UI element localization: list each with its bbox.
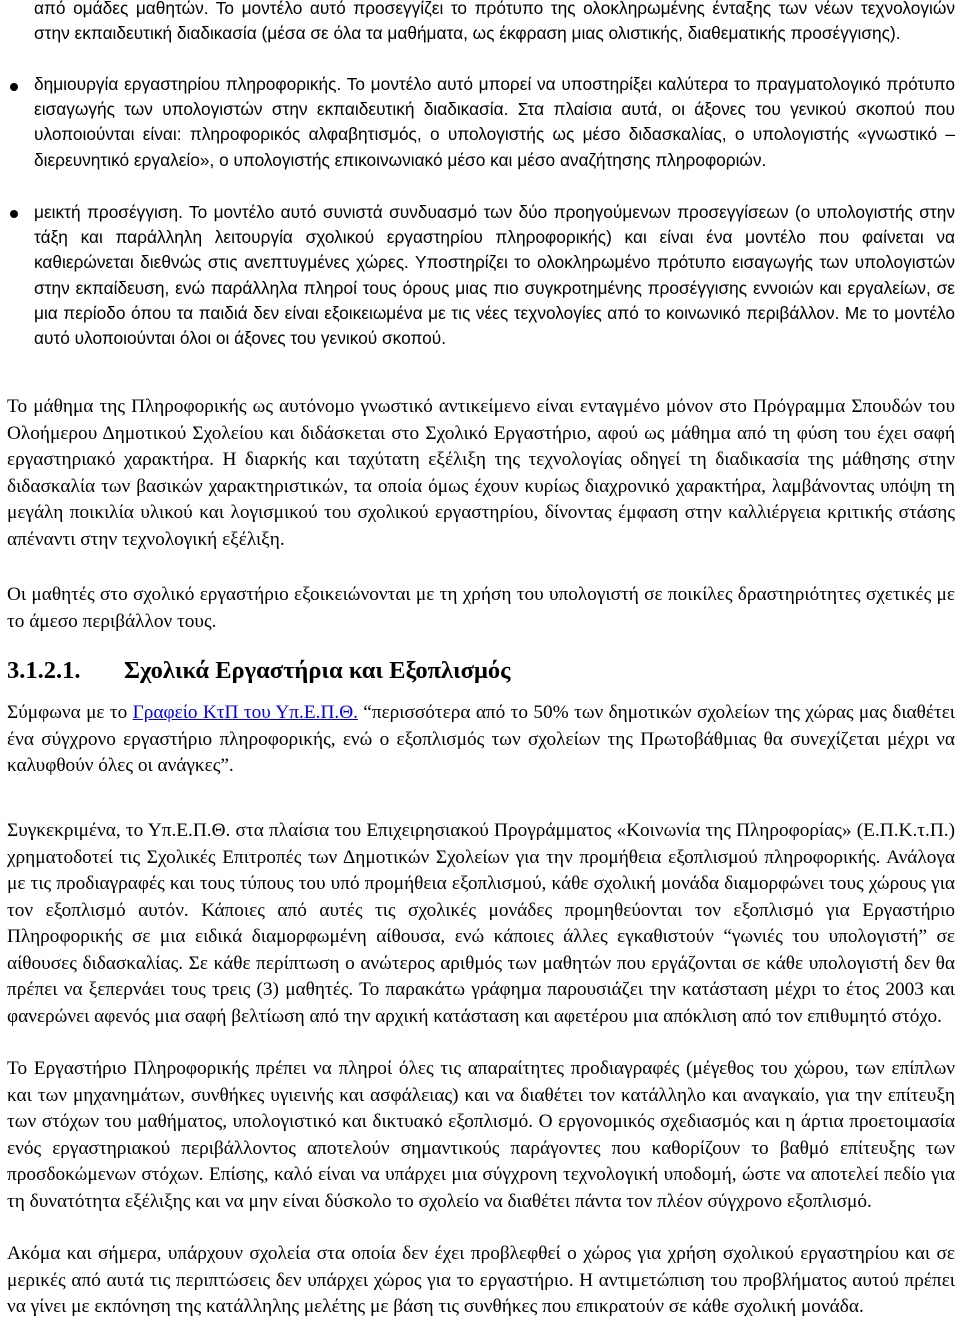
section-heading bbox=[7, 656, 510, 686]
section-number: 3.1.2.1. bbox=[7, 657, 81, 684]
bullet-icon bbox=[10, 210, 18, 218]
bullet-item-lab bbox=[34, 72, 955, 173]
paragraph-informatics-course: Το μάθημα της Πληροφορικής ως αυτόνομο γνωστικό αντικείμενο είναι ενταγμένο μόνον στο Πρόγραμμα Σπουδών του Ολοήμερου Δημοτικού Σχολείου και διδάσκεται στο Σχολικό Εργαστήριο, αφού ως μάθημα από τη φύση του έχει σαφή εργαστηριακό χαρακτήρα. Η διαρκής και ταχύτατη εξέλιξη της τεχνολογίας οδηγεί τη διαδικασία της μάθησης στην διδασκαλία των βασικών χαρακτηριστικών, τα οποία όμως έχουν κυρίως διαχρονικό χαρακτήρα, λαμβάνοντας υπόψη τη μεγάλη ποικιλία υλικού και λογισμικού του σχολικού εργαστηρίου, δίνοντας έμφαση στην καλλιέργεια κριτικής στάσης απέναντι στην τεχνολογική εξέλιξη. bbox=[7, 396, 955, 550]
bullet-text-lab: Το μοντέλο αυτό μπορεί να υποστηρίξει καλύτερα το πραγματολογικό πρότυπο εισαγωγής των υπολογιστών στην εκπαιδευτική διαδικασία. Στα πλαίσια αυτά, οι άξονες του γενικού σκοπού που υλοποιούνται είναι: πληροφορικός αλφαβητισμός, ο υπολογιστής ως μέσο διδασκαλίας, ο υπολογιστής «γνωστικό – διερευνητικό εργαλείο», ο υπολογιστής επικοινωνιακό μέσο και μέσο αναζήτησης πληροφοριών. bbox=[34, 74, 956, 170]
paragraph-even-today: Ακόμα και σήμερα, υπάρχουν σχολεία στα οποία δεν έχει προβλεφθεί ο χώρος για χρήση σχολικού εργαστηρίου και σε μερικές από αυτά τις περιπτώσεις δεν υπάρχει χώρος για το εργαστήριο. Η αντιμετώπιση του προβλήματος αυτού πρέπει να γίνει με εκπόνηση της κατάλληλης μελέτης με βάση τις συνθήκες που επικρατούν σε κάθε σχολική μονάδα. bbox=[7, 1243, 955, 1317]
bullet-continuation-text: από ομάδες μαθητών. Το μοντέλο αυτό προσεγγίζει το πρότυπο της ολοκληρωμένης ένταξης των νέων τεχνολογιών στην εκπαιδευτική διαδικασία (μέσα σε όλα τα μαθήματα, ως έκφραση μιας ολιστικής, διαθεματικής προσέγγισης). bbox=[34, 0, 955, 44]
paragraph-lab-requirements: Το Εργαστήριο Πληροφορικής πρέπει να πληροί όλες τις απαραίτητες προδιαγραφές (μέγεθος του χώρου, των επίπλων και των μηχανημάτων, συνθήκες υγιεινής και ασφάλειας) και να διαθέτει τον κατάλληλο και αναγκαίο, για την επίτευξη των στόχων του μαθήματος, υπολογιστικό και δικτυακό εξοπλισμό. Ο εργονομικός σχεδιασμός και η άρτια προετοιμασία ενός εργαστηριακού περιβάλλοντος αποτελούν σημαντικούς παράγοντες που καθορίζουν το βαθμό επίτευξης των προσδοκώμενων στόχων. Επίσης, καλό είναι να υπάρχει μια σύγχρονη τεχνολογική υποδομή, ώστε να αποτελεί πεδίο για τη δυνατότητα εξέλιξης και να μην είναι δύσκολο το σχολείο να διαθέτει πάντα τον πλέον σύγχρονο εξοπλισμό. bbox=[7, 1058, 955, 1212]
bullet-icon bbox=[10, 83, 18, 91]
paragraph-students-familiarize: Οι μαθητές στο σχολικό εργαστήριο εξοικειώνονται με τη χρήση του υπολογιστή σε ποικίλες δραστηριότητες σχετικές με το άμεσο περιβάλλον τους. bbox=[7, 584, 955, 632]
paragraph-specifically: Συγκεκριμένα, το Υπ.Ε.Π.Θ. στα πλαίσια του Επιχειρησιακού Προγράμματος «Κοινωνία της Πληροφορίας» (Ε.Π.Κ.τ.Π.) χρηματοδοτεί τις Σχολικές Επιτροπές των Δημοτικών Σχολείων για την προμήθεια εξοπλισμού πληροφορικής. Ανάλογα με τις προδιαγραφές και τους τύπους του υπό προμήθεια εξοπλισμού, κάθε σχολική μονάδα διαμορφώνει τους χώρους για τον εξοπλισμό αυτόν. Κάποιες από αυτές τις σχολικές μονάδες προμηθεύονται τον εξοπλισμό για Εργαστήριο Πληροφορικής σε μια ειδικά διαμορφωμένη αίθουσα, ενώ κάποιες άλλες εγκαθιστούν “γωνιές του υπολογιστή” σε αίθουσες διδασκαλίας. Σε κάθε περίπτωση ο ανώτερος αριθμός των μαθητών που εργάζονται σε κάθε υπολογιστή δεν θα πρέπει να ξεπερνάει τους τρεις (3) μαθητές. Το παρακάτω γράφημα παρουσιάζει την κατάσταση μέχρι το έτος 2003 και φανερώνει αφενός μια σαφή βελτίωση από την αρχική κατάσταση και αφετέρου μια απόκλιση από τον επιθυμητό στόχο. bbox=[7, 820, 955, 1027]
bullet-lead-lab: δημιουργία εργαστηρίου πληροφορικής. bbox=[34, 74, 342, 94]
ktp-office-link[interactable]: Γραφείο ΚτΠ του Υπ.Ε.Π.Θ. bbox=[132, 702, 358, 723]
bullet-text-mixed: Το μοντέλο αυτό συνιστά συνδυασμό των δύο προηγούμενων προσεγγίσεων (ο υπολογιστής στην τάξη και παράλληλη λειτουργία σχολικού εργαστηρίου πληροφορικής) και είναι ένα μοντέλο που φαίνεται να καθιερώνεται διεθνώς στις ανεπτυγμένες χώρες. Υποστηρίζει το ολοκληρωμένο πρότυπο εισαγωγής των υπολογιστών στην εκπαίδευση, ενώ παράλληλα πληροί τους όρους μιας πιο συγκροτημένης προσέγγισης εννοιών και εργαλείων, σε μια περίοδο όπου τα παιδιά δεν είναι εξοικειωμένα με τις νέες τεχνολογίες από το κοινωνικό περιβάλλον. Με το μοντέλο αυτό υλοποιούνται όλοι οι άξονες του γενικού σκοπού. bbox=[34, 202, 955, 349]
p3-before-text: Σύμφωνα με το bbox=[7, 702, 133, 723]
p3-after-text: “περισσότερα από το 50% των δημοτικών σχολείων της χώρας μας διαθέτει ένα σύγχρονο εργαστήριο πληροφορικής, ενώ ο εξοπλισμός των σχολείων της Πρωτοβάθμιας θα συνεχίζεται μέχρι να καλυφθούν όλες οι ανάγκες”. bbox=[7, 702, 955, 776]
bullet-lead-mixed: μεικτή προσέγγιση. bbox=[34, 202, 183, 222]
section-title: Σχολικά Εργαστήρια και Εξοπλισμός bbox=[124, 657, 511, 684]
bullet-item-mixed bbox=[34, 200, 955, 351]
paragraph-ktp-office bbox=[7, 700, 955, 780]
